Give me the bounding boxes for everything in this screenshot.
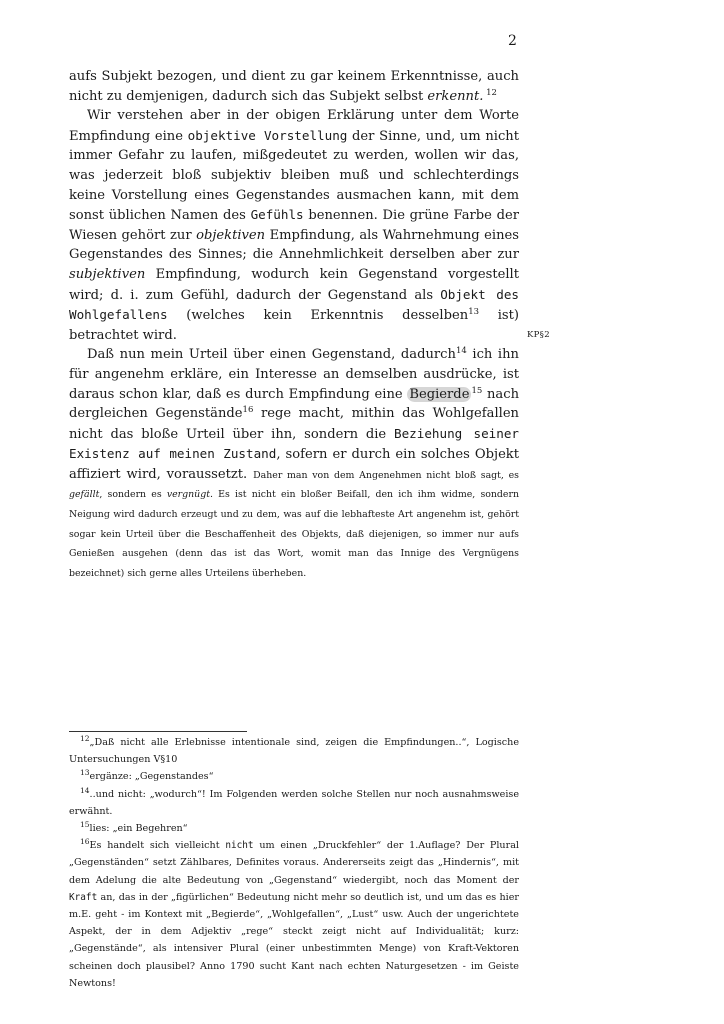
text-run: der Sinne, und, um nicht immer Gefahr zu laufen, mißgedeutet zu werden, wollen wir das, was jederzeit bloß subjektiv bleiben muß und schlechterdings keine Vorstellung eines Gegenstandes ausmachen kann, mit dem sonst üblichen Namen des [69, 128, 519, 224]
footnote-number: 13 [80, 768, 90, 778]
footnote-12 [69, 734, 519, 768]
footnote-number: 12 [80, 734, 90, 743]
footnote-16 [69, 837, 519, 992]
emphasis-text: objektiven [196, 227, 266, 243]
paragraph-1 [69, 67, 519, 106]
emphasis-text: gefällt [69, 489, 100, 501]
footnote-ref-15[interactable]: 15 [471, 385, 483, 396]
text-run: ich ihn für angenehm erkläre, ein Interesse an demselben ausdrücke, ist daraus schon klar, daß es durch Empfindung eine [69, 347, 519, 402]
text-run: ist) betrachtet wird. [69, 308, 519, 343]
paragraph-2 [69, 106, 519, 345]
footnote-13 [69, 768, 519, 785]
text-run: , sondern es [99, 489, 167, 501]
footnote-text: ergänze: „Gegenstandes“ [89, 771, 214, 783]
footnote-15 [69, 820, 519, 837]
main-text [69, 67, 519, 582]
footnote-number: 15 [80, 820, 90, 830]
footnote-text: an, das in der „figürlichen“ Bedeutung nicht mehr so deutlich ist, und um das es hier m.E. geht - im Kontext mit „Begierde“, „Wohlgefallen“, „Lust“ usw. Auch der ungerichtete Aspekt, der in dem Adjektiv „rege“ steckt zeigt nicht auf Individualität; kurz: „Gegenstände“, als intensiver Plural (einer unbestimmten Menge) von Kraft-Vektoren scheinen doch plausibel? Anno 1790 sucht Kant nach echten Naturgesetzen - im Geiste Newtons! [69, 891, 519, 989]
text-run: . Es ist nicht ein bloßer Beifall, den ich ihm widme, sondern Neigung wird dadurch erzeugt und zu dem, was auf die lebhafteste Art angenehm ist, gehört sogar kein Urteil über die Beschaffenheit des Objekts, daß diejenigen, so immer nur aufs Genießen ausgehen (denn das ist das Wort, womit man das Innige des Vergnügens bezeichnet) sich gerne alles Urteilens überheben. [69, 489, 520, 579]
spaced-text: Gefühls [250, 207, 304, 223]
footnote-text: um einen „Druckfehler“ der 1.Auflage? Der Plural „Gegenständen“ setzt Zählbares, Definites voraus. Andererseits zeigt das „Hindernis“, mit dem Adelung die alte Bedeutung von „Gegenstand“ wiedergibt, noch das Moment der [69, 840, 519, 886]
emphasis-text: erkennt. [427, 88, 484, 104]
footnote-ref-12[interactable]: 12 [483, 87, 497, 98]
footnote-rule [69, 731, 247, 732]
margin-note: KP§2 [527, 330, 550, 340]
text-run: nach dergleichen Gegenstände [69, 386, 520, 422]
paragraph-3 [69, 345, 519, 582]
footnote-text: Es handelt sich vielleicht [89, 840, 226, 852]
text-run: Daher man von dem Angenehmen nicht bloß sagt, es [253, 469, 519, 481]
text-run: , sofern er durch ein solches Objekt affiziert wird, voraussetzt. [69, 447, 520, 482]
spaced-text: objektive Vorstellung [187, 127, 348, 143]
spaced-text: Beziehung seiner Existenz auf meinen Zustand [69, 425, 519, 462]
text-run: aufs Subjekt bezogen, und dient zu gar keinem Erkenntnisse, auch nicht zu demjenigen, dadurch sich das Subjekt selbst [69, 69, 519, 104]
text-run: (welches kein Erkenntnis desselben [167, 308, 469, 324]
page-number: 2 [508, 33, 517, 49]
emphasis-text: subjektiven [69, 266, 146, 282]
text-run: Empfindung, wodurch kein Gegenstand vorgestellt wird; d. i. zum Gefühl, dadurch der Gegenstand als [69, 266, 519, 303]
footnote-number: 14 [80, 785, 90, 795]
spaced-text: nicht [225, 840, 254, 852]
spaced-text: Kraft [69, 891, 98, 903]
text-run: benennen. Die grüne Farbe der Wiesen gehört zur [69, 208, 519, 243]
footnote-text: lies: „ein Begehren“ [89, 823, 188, 835]
footnote-text: „Daß nicht alle Erlebnisse intentionale sind, zeigen die Empfindungen..“, Logische Untersuchungen V§10 [69, 737, 519, 766]
small-print [69, 470, 519, 579]
text-run: rege macht, mithin das Wohlgefallen nicht das bloße Urteil über ihn, sondern die [69, 406, 519, 442]
footnote-ref-13[interactable]: 13 [468, 307, 480, 318]
highlighted-word[interactable]: Begierde [409, 386, 470, 402]
footnote-ref-14[interactable]: 14 [455, 346, 467, 357]
footnote-14 [69, 786, 519, 820]
emphasis-text: vergnügt [166, 489, 210, 501]
spaced-text: Objekt des Wohlgefallens [69, 286, 519, 323]
footnote-ref-16[interactable]: 16 [242, 405, 254, 416]
text-run: Daß nun mein Urteil über einen Gegenstand, dadurch [87, 347, 456, 363]
footnote-number: 16 [80, 837, 90, 847]
text-run: Empfindung, als Wahrnehmung eines Gegenstandes des Sinnes; die Annehmlichkeit derselben aber zur [69, 227, 519, 263]
footnote-text: ..und nicht: „wodurch“! Im Folgenden werden solche Stellen nur noch ausnahmsweise erwähnt. [69, 788, 519, 817]
footnotes [69, 734, 519, 992]
text-run: Wir verstehen aber in der obigen Erklärung unter dem Worte Empfindung eine [69, 108, 519, 144]
